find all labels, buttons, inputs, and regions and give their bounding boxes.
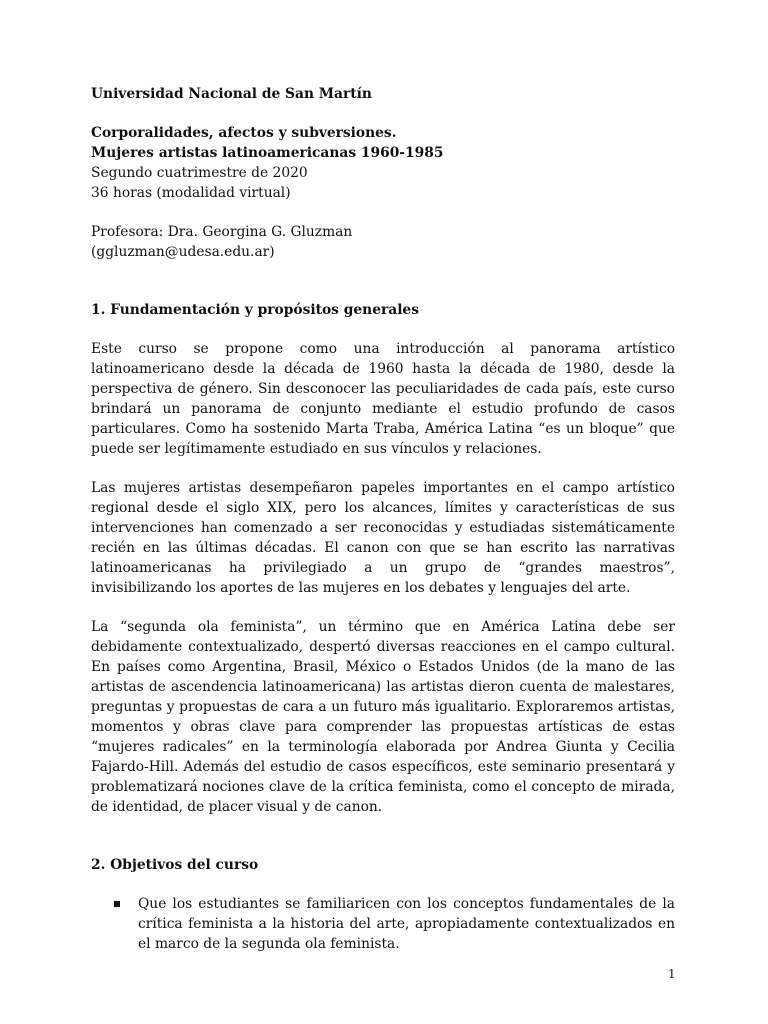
- section-1-paragraph: La “segunda ola feminista”, un término que en América Latina debe ser debidamente contextualizado, despertó diversas reacciones en el campo cultural. En países como Argentina, Brasil, México o Estados Unidos (de la mano de las artistas de ascendencia latinoamericana) las artistas dieron cuenta de malestares, preguntas y propuestas de cara a un futuro más igualitario. Exploraremos artistas, momentos y obras clave para comprender las propuestas artísticas de estas “mujeres radicales” en la terminología elaborada por Andrea Giunta y Cecilia Fajardo-Hill. Además del estudio de casos específicos, este seminario presentará y problematizará nociones clave de la crítica feminista, como el concepto de mirada, de identidad, de placer visual y de canon.: [91, 619, 675, 815]
- section-1-paragraph: Las mujeres artistas desempeñaron papeles importantes en el campo artístico regional desde el siglo XIX, pero los alcances, límites y características de sus intervenciones han comenzado a ser reconocidas y estudiadas sistemáticamente recién en las últimas décadas. El canon con que se han escrito las narrativas latinoamericanas ha privilegiado a un grupo de “grandes maestros”, invisibilizando los aportes de las mujeres en los debates y lenguajes del arte.: [91, 480, 675, 596]
- list-item: [91, 894, 675, 954]
- course-title-line1: Corporalidades, afectos y subversiones.: [91, 125, 397, 141]
- section-2-title: 2. Objetivos del curso: [91, 857, 259, 873]
- objectives-list: [91, 894, 675, 954]
- professor-email: (ggluzman@udesa.edu.ar): [91, 244, 275, 260]
- university-name: Universidad Nacional de San Martín: [91, 86, 372, 102]
- page-number: 1: [668, 967, 676, 981]
- objective-text: Que los estudiantes se familiaricen con los conceptos fundamentales de la crítica feminista a la historia del arte, apropiadamente contextualizados en el marco de la segunda ola feminista.: [138, 896, 675, 952]
- document-body: [91, 84, 675, 954]
- course-hours: 36 horas (modalidad virtual): [91, 185, 291, 201]
- section-1-title: 1. Fundamentación y propósitos generales: [91, 302, 419, 318]
- square-bullet-icon: [114, 901, 120, 907]
- section-1-paragraph: Este curso se propone como una introducción al panorama artístico latinoamericano desde la década de 1960 hasta la década de 1980, desde la perspectiva de género. Sin desconocer las peculiaridades de cada país, este curso brindará un panorama de conjunto mediante el estudio profundo de casos particulares. Como ha sostenido Marta Traba, América Latina “es un bloque” que puede ser legítimamente estudiado en sus vínculos y relaciones.: [91, 341, 675, 457]
- course-title-line2: Mujeres artistas latinoamericanas 1960-1985: [91, 145, 444, 161]
- course-term: Segundo cuatrimestre de 2020: [91, 165, 308, 181]
- professor-name: Profesora: Dra. Georgina G. Gluzman: [91, 224, 353, 240]
